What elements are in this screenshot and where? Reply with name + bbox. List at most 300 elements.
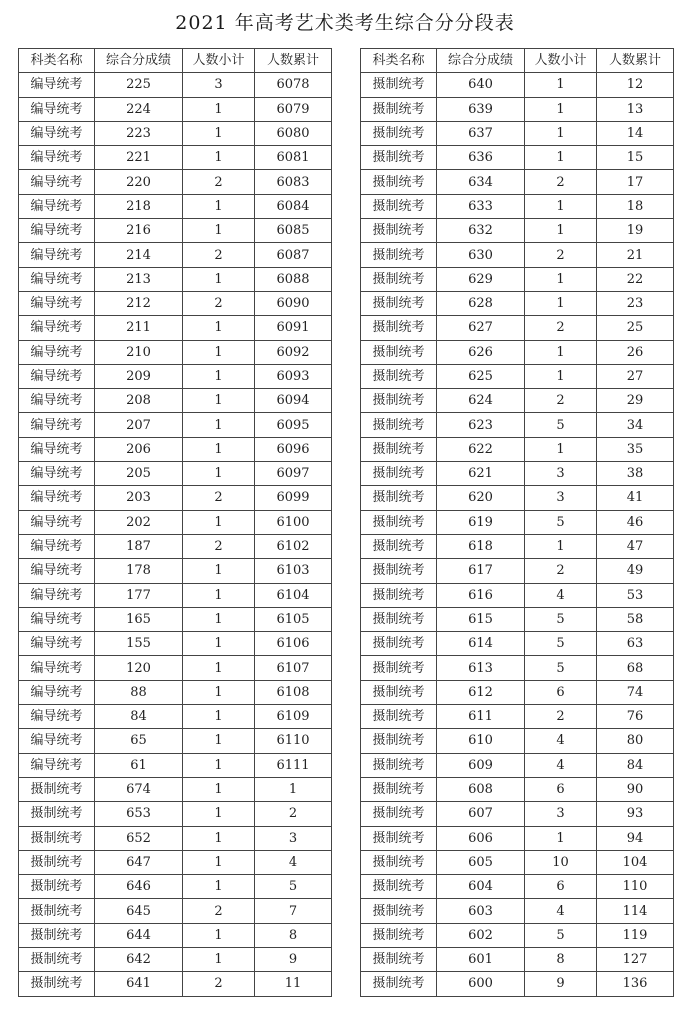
header-cumulative: 人数累计 <box>255 49 332 73</box>
table-row <box>19 413 332 437</box>
table-row <box>19 705 332 729</box>
cell-count: 1 <box>183 559 255 583</box>
table-row <box>361 194 674 218</box>
cell-subject: 编导统考 <box>19 462 95 486</box>
cell-cumulative: 11 <box>255 972 332 996</box>
cell-cumulative: 17 <box>597 170 674 194</box>
cell-subject: 摄制统考 <box>361 632 437 656</box>
cell-score: 646 <box>95 875 183 899</box>
cell-count: 3 <box>525 486 597 510</box>
cell-subject: 摄制统考 <box>361 437 437 461</box>
cell-count: 1 <box>183 462 255 486</box>
cell-subject: 摄制统考 <box>361 656 437 680</box>
cell-score: 213 <box>95 267 183 291</box>
cell-count: 1 <box>183 413 255 437</box>
cell-score: 212 <box>95 291 183 315</box>
cell-count: 1 <box>183 340 255 364</box>
table-row <box>361 486 674 510</box>
cell-subject: 摄制统考 <box>361 243 437 267</box>
cell-cumulative: 27 <box>597 364 674 388</box>
cell-cumulative: 6099 <box>255 486 332 510</box>
table-row <box>19 243 332 267</box>
cell-cumulative: 6108 <box>255 680 332 704</box>
cell-cumulative: 18 <box>597 194 674 218</box>
cell-count: 6 <box>525 680 597 704</box>
cell-score: 210 <box>95 340 183 364</box>
cell-subject: 编导统考 <box>19 607 95 631</box>
cell-score: 120 <box>95 656 183 680</box>
cell-count: 5 <box>525 607 597 631</box>
cell-subject: 摄制统考 <box>361 194 437 218</box>
cell-count: 1 <box>183 826 255 850</box>
cell-subject: 摄制统考 <box>361 413 437 437</box>
cell-cumulative: 104 <box>597 850 674 874</box>
cell-count: 1 <box>183 437 255 461</box>
table-row <box>361 656 674 680</box>
cell-score: 220 <box>95 170 183 194</box>
table-row <box>361 364 674 388</box>
cell-cumulative: 58 <box>597 607 674 631</box>
cell-score: 610 <box>437 729 525 753</box>
cell-cumulative: 38 <box>597 462 674 486</box>
cell-cumulative: 6109 <box>255 705 332 729</box>
table-row <box>361 632 674 656</box>
header-score: 综合分成绩 <box>437 49 525 73</box>
cell-count: 5 <box>525 656 597 680</box>
cell-score: 202 <box>95 510 183 534</box>
cell-count: 10 <box>525 850 597 874</box>
cell-count: 2 <box>525 243 597 267</box>
cell-cumulative: 6105 <box>255 607 332 631</box>
cell-subject: 编导统考 <box>19 340 95 364</box>
table-row <box>361 146 674 170</box>
cell-score: 603 <box>437 899 525 923</box>
cell-cumulative: 14 <box>597 121 674 145</box>
table-row <box>19 462 332 486</box>
cell-cumulative: 47 <box>597 534 674 558</box>
cell-subject: 编导统考 <box>19 170 95 194</box>
cell-score: 652 <box>95 826 183 850</box>
cell-score: 619 <box>437 510 525 534</box>
table-row <box>19 947 332 971</box>
cell-count: 1 <box>525 219 597 243</box>
table-row <box>19 510 332 534</box>
cell-subject: 摄制统考 <box>19 802 95 826</box>
cell-score: 620 <box>437 486 525 510</box>
cell-cumulative: 6110 <box>255 729 332 753</box>
cell-count: 2 <box>525 559 597 583</box>
cell-cumulative: 6094 <box>255 389 332 413</box>
cell-score: 621 <box>437 462 525 486</box>
table-row <box>361 802 674 826</box>
cell-count: 6 <box>525 777 597 801</box>
cell-count: 1 <box>183 194 255 218</box>
cell-cumulative: 114 <box>597 899 674 923</box>
table-row <box>19 899 332 923</box>
cell-count: 5 <box>525 413 597 437</box>
cell-count: 1 <box>525 121 597 145</box>
cell-subject: 编导统考 <box>19 219 95 243</box>
cell-score: 218 <box>95 194 183 218</box>
cell-score: 207 <box>95 413 183 437</box>
table-row <box>19 583 332 607</box>
cell-subject: 编导统考 <box>19 389 95 413</box>
cell-subject: 摄制统考 <box>361 777 437 801</box>
cell-cumulative: 119 <box>597 923 674 947</box>
cell-score: 630 <box>437 243 525 267</box>
cell-score: 608 <box>437 777 525 801</box>
table-row <box>19 607 332 631</box>
table-row <box>361 947 674 971</box>
table-row <box>361 462 674 486</box>
cell-count: 1 <box>183 121 255 145</box>
cell-count: 1 <box>525 146 597 170</box>
cell-cumulative: 6091 <box>255 316 332 340</box>
table-header-row <box>19 49 332 73</box>
cell-subject: 摄制统考 <box>361 219 437 243</box>
cell-cumulative: 6097 <box>255 462 332 486</box>
cell-score: 601 <box>437 947 525 971</box>
cell-cumulative: 26 <box>597 340 674 364</box>
header-cumulative: 人数累计 <box>597 49 674 73</box>
cell-subject: 编导统考 <box>19 583 95 607</box>
cell-score: 223 <box>95 121 183 145</box>
cell-count: 4 <box>525 729 597 753</box>
table-row <box>361 972 674 996</box>
table-row <box>19 219 332 243</box>
cell-cumulative: 41 <box>597 486 674 510</box>
cell-count: 3 <box>525 802 597 826</box>
cell-cumulative: 6100 <box>255 510 332 534</box>
cell-subject: 摄制统考 <box>361 146 437 170</box>
cell-score: 628 <box>437 291 525 315</box>
cell-score: 225 <box>95 73 183 97</box>
cell-cumulative: 6081 <box>255 146 332 170</box>
cell-subject: 编导统考 <box>19 705 95 729</box>
table-row <box>19 632 332 656</box>
cell-subject: 摄制统考 <box>361 534 437 558</box>
cell-score: 612 <box>437 680 525 704</box>
cell-subject: 摄制统考 <box>361 972 437 996</box>
cell-score: 616 <box>437 583 525 607</box>
cell-score: 604 <box>437 875 525 899</box>
cell-count: 1 <box>183 753 255 777</box>
cell-cumulative: 63 <box>597 632 674 656</box>
cell-subject: 摄制统考 <box>361 73 437 97</box>
table-row <box>361 340 674 364</box>
score-table-right <box>360 48 674 997</box>
cell-subject: 编导统考 <box>19 291 95 315</box>
cell-cumulative: 7 <box>255 899 332 923</box>
page-title: 2021 年高考艺术类考生综合分分段表 <box>175 12 515 34</box>
cell-cumulative: 22 <box>597 267 674 291</box>
table-row <box>19 170 332 194</box>
table-row <box>361 680 674 704</box>
cell-cumulative: 34 <box>597 413 674 437</box>
table-row <box>19 875 332 899</box>
table-row <box>361 170 674 194</box>
header-count: 人数小计 <box>525 49 597 73</box>
table-row <box>361 705 674 729</box>
cell-count: 1 <box>525 73 597 97</box>
cell-count: 1 <box>183 510 255 534</box>
cell-score: 177 <box>95 583 183 607</box>
table-row <box>19 316 332 340</box>
cell-subject: 编导统考 <box>19 243 95 267</box>
cell-cumulative: 6092 <box>255 340 332 364</box>
cell-cumulative: 74 <box>597 680 674 704</box>
cell-score: 605 <box>437 850 525 874</box>
cell-count: 5 <box>525 632 597 656</box>
cell-subject: 摄制统考 <box>361 826 437 850</box>
cell-score: 622 <box>437 437 525 461</box>
cell-count: 2 <box>183 291 255 315</box>
cell-subject: 摄制统考 <box>19 777 95 801</box>
cell-score: 221 <box>95 146 183 170</box>
cell-cumulative: 25 <box>597 316 674 340</box>
cell-count: 3 <box>525 462 597 486</box>
cell-subject: 摄制统考 <box>361 559 437 583</box>
cell-subject: 摄制统考 <box>361 802 437 826</box>
table-row <box>361 121 674 145</box>
cell-count: 1 <box>525 194 597 218</box>
cell-count: 4 <box>525 899 597 923</box>
cell-score: 634 <box>437 170 525 194</box>
cell-score: 606 <box>437 826 525 850</box>
cell-count: 1 <box>183 316 255 340</box>
table-row <box>361 777 674 801</box>
table-row <box>361 219 674 243</box>
cell-subject: 编导统考 <box>19 437 95 461</box>
table-row <box>361 267 674 291</box>
cell-score: 602 <box>437 923 525 947</box>
cell-subject: 摄制统考 <box>361 583 437 607</box>
table-row <box>361 316 674 340</box>
cell-count: 2 <box>525 705 597 729</box>
cell-subject: 摄制统考 <box>19 972 95 996</box>
cell-score: 627 <box>437 316 525 340</box>
cell-score: 642 <box>95 947 183 971</box>
cell-score: 205 <box>95 462 183 486</box>
cell-score: 653 <box>95 802 183 826</box>
cell-score: 203 <box>95 486 183 510</box>
cell-score: 647 <box>95 850 183 874</box>
cell-subject: 编导统考 <box>19 413 95 437</box>
cell-subject: 编导统考 <box>19 267 95 291</box>
header-subject: 科类名称 <box>361 49 437 73</box>
table-row <box>19 972 332 996</box>
table-row <box>361 534 674 558</box>
cell-count: 1 <box>525 364 597 388</box>
cell-score: 637 <box>437 121 525 145</box>
cell-cumulative: 6096 <box>255 437 332 461</box>
cell-count: 1 <box>525 826 597 850</box>
cell-score: 636 <box>437 146 525 170</box>
table-row <box>19 680 332 704</box>
cell-cumulative: 6106 <box>255 632 332 656</box>
cell-subject: 摄制统考 <box>19 899 95 923</box>
cell-cumulative: 68 <box>597 656 674 680</box>
cell-subject: 摄制统考 <box>361 680 437 704</box>
table-row <box>19 121 332 145</box>
table-row <box>361 583 674 607</box>
cell-subject: 编导统考 <box>19 510 95 534</box>
table-row <box>361 73 674 97</box>
cell-subject: 摄制统考 <box>361 607 437 631</box>
cell-cumulative: 13 <box>597 97 674 121</box>
cell-score: 609 <box>437 753 525 777</box>
cell-score: 614 <box>437 632 525 656</box>
score-table-left <box>18 48 332 997</box>
cell-subject: 摄制统考 <box>361 340 437 364</box>
cell-cumulative: 21 <box>597 243 674 267</box>
cell-count: 2 <box>525 316 597 340</box>
table-row <box>19 340 332 364</box>
cell-score: 632 <box>437 219 525 243</box>
cell-subject: 编导统考 <box>19 146 95 170</box>
cell-count: 1 <box>525 340 597 364</box>
table-row <box>19 437 332 461</box>
cell-score: 615 <box>437 607 525 631</box>
cell-subject: 摄制统考 <box>361 267 437 291</box>
cell-count: 1 <box>183 875 255 899</box>
cell-subject: 摄制统考 <box>361 291 437 315</box>
cell-count: 2 <box>183 534 255 558</box>
cell-count: 5 <box>525 923 597 947</box>
cell-count: 2 <box>183 170 255 194</box>
cell-subject: 摄制统考 <box>361 97 437 121</box>
cell-cumulative: 6111 <box>255 753 332 777</box>
cell-score: 209 <box>95 364 183 388</box>
cell-subject: 编导统考 <box>19 194 95 218</box>
table-row <box>19 656 332 680</box>
cell-count: 2 <box>183 972 255 996</box>
cell-count: 2 <box>183 899 255 923</box>
table-row <box>361 97 674 121</box>
table-row <box>361 826 674 850</box>
cell-count: 1 <box>183 146 255 170</box>
cell-cumulative: 6088 <box>255 267 332 291</box>
cell-cumulative: 6087 <box>255 243 332 267</box>
cell-subject: 编导统考 <box>19 121 95 145</box>
table-row <box>361 607 674 631</box>
cell-cumulative: 46 <box>597 510 674 534</box>
cell-count: 1 <box>183 680 255 704</box>
cell-cumulative: 5 <box>255 875 332 899</box>
cell-count: 1 <box>525 267 597 291</box>
cell-subject: 摄制统考 <box>361 486 437 510</box>
cell-subject: 摄制统考 <box>361 510 437 534</box>
cell-cumulative: 136 <box>597 972 674 996</box>
table-row <box>19 291 332 315</box>
cell-count: 1 <box>183 583 255 607</box>
cell-cumulative: 76 <box>597 705 674 729</box>
cell-count: 1 <box>525 437 597 461</box>
cell-count: 1 <box>525 291 597 315</box>
cell-count: 1 <box>183 729 255 753</box>
cell-cumulative: 2 <box>255 802 332 826</box>
cell-count: 1 <box>183 389 255 413</box>
cell-cumulative: 23 <box>597 291 674 315</box>
cell-cumulative: 6103 <box>255 559 332 583</box>
cell-cumulative: 6085 <box>255 219 332 243</box>
cell-score: 644 <box>95 923 183 947</box>
cell-subject: 摄制统考 <box>361 947 437 971</box>
cell-cumulative: 90 <box>597 777 674 801</box>
table-row <box>19 534 332 558</box>
cell-cumulative: 127 <box>597 947 674 971</box>
cell-cumulative: 35 <box>597 437 674 461</box>
cell-subject: 摄制统考 <box>361 121 437 145</box>
cell-count: 2 <box>525 389 597 413</box>
cell-subject: 摄制统考 <box>361 899 437 923</box>
cell-cumulative: 15 <box>597 146 674 170</box>
cell-cumulative: 3 <box>255 826 332 850</box>
cell-count: 1 <box>183 607 255 631</box>
cell-subject: 编导统考 <box>19 73 95 97</box>
table-row <box>361 729 674 753</box>
cell-count: 1 <box>525 534 597 558</box>
cell-cumulative: 6107 <box>255 656 332 680</box>
table-row <box>19 729 332 753</box>
cell-score: 88 <box>95 680 183 704</box>
cell-score: 224 <box>95 97 183 121</box>
cell-count: 1 <box>183 802 255 826</box>
cell-score: 61 <box>95 753 183 777</box>
cell-cumulative: 19 <box>597 219 674 243</box>
cell-count: 1 <box>183 705 255 729</box>
cell-count: 2 <box>183 486 255 510</box>
table-row <box>361 243 674 267</box>
cell-score: 214 <box>95 243 183 267</box>
table-row <box>361 559 674 583</box>
cell-cumulative: 6080 <box>255 121 332 145</box>
cell-cumulative: 6083 <box>255 170 332 194</box>
cell-count: 1 <box>183 364 255 388</box>
table-row <box>19 146 332 170</box>
cell-subject: 编导统考 <box>19 559 95 583</box>
cell-cumulative: 80 <box>597 729 674 753</box>
cell-score: 639 <box>437 97 525 121</box>
cell-subject: 摄制统考 <box>361 875 437 899</box>
table-row <box>361 923 674 947</box>
cell-subject: 摄制统考 <box>19 850 95 874</box>
cell-subject: 摄制统考 <box>361 364 437 388</box>
cell-count: 1 <box>183 656 255 680</box>
table-row <box>361 389 674 413</box>
cell-cumulative: 6095 <box>255 413 332 437</box>
table-row <box>19 826 332 850</box>
cell-cumulative: 8 <box>255 923 332 947</box>
cell-score: 206 <box>95 437 183 461</box>
cell-subject: 编导统考 <box>19 486 95 510</box>
cell-count: 4 <box>525 753 597 777</box>
cell-subject: 编导统考 <box>19 97 95 121</box>
table-row <box>19 753 332 777</box>
cell-score: 216 <box>95 219 183 243</box>
table-row <box>19 73 332 97</box>
cell-score: 607 <box>437 802 525 826</box>
cell-count: 6 <box>525 875 597 899</box>
table-row <box>19 559 332 583</box>
table-row <box>361 413 674 437</box>
cell-cumulative: 29 <box>597 389 674 413</box>
table-row <box>361 753 674 777</box>
cell-subject: 编导统考 <box>19 753 95 777</box>
cell-subject: 摄制统考 <box>19 826 95 850</box>
cell-cumulative: 93 <box>597 802 674 826</box>
cell-count: 1 <box>183 267 255 291</box>
